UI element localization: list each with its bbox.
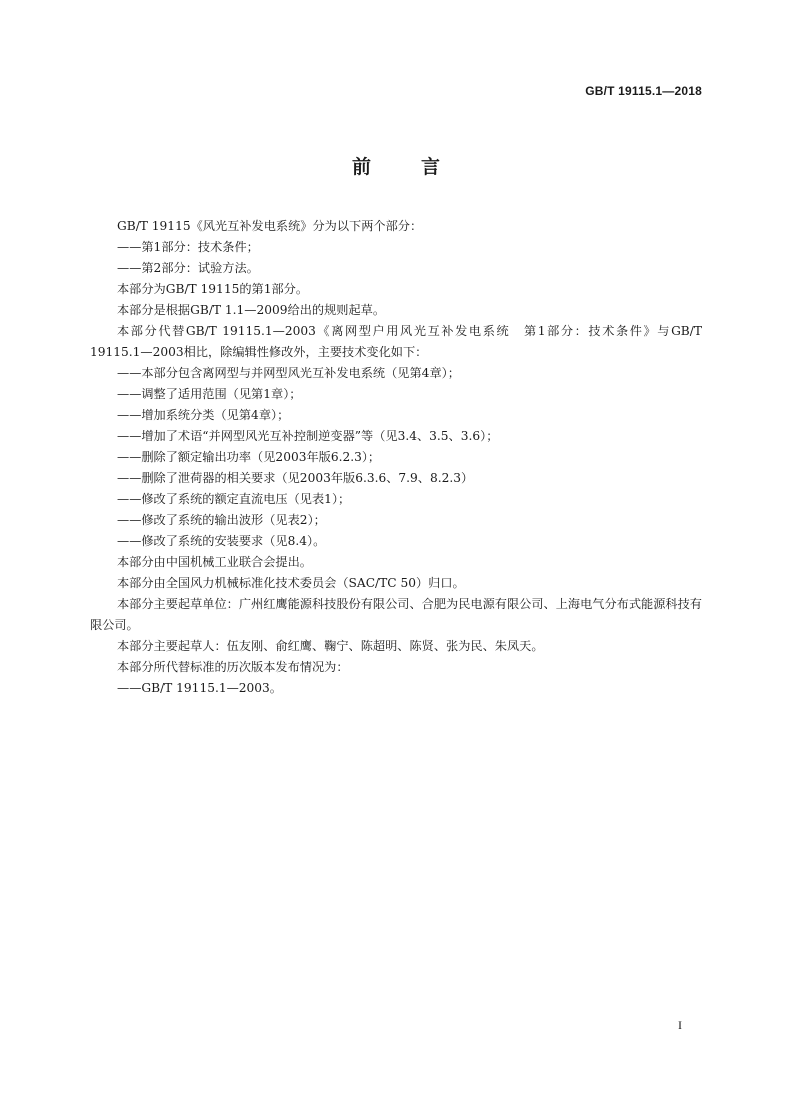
list-item-change: ——本部分包含离网型与并网型风光互补发电系统（见第4章）；: [117, 366, 460, 380]
list-item-change: ——增加系统分类（见第4章）；: [117, 408, 290, 422]
paragraph-replacement: 本部分代替GB/T 19115.1—2003《离网型户用风光互补发电系统 第1部分：技术条件》与GB/T 19115.1—2003相比，除编辑性修改外，主要技术变化如下：: [90, 324, 702, 359]
list-item-change: ——增加了术语“并网型风光互补控制逆变器”等（见3.4、3.5、3.6）；: [117, 429, 499, 443]
paragraph-part-statement: 本部分为GB/T 19115的第1部分。: [117, 282, 309, 296]
list-item-part-1: ——第1部分：技术条件；: [117, 240, 259, 254]
list-item-history: ——GB/T 19115.1—2003。: [117, 681, 282, 695]
paragraph-committee: 本部分由全国风力机械标准化技术委员会（SAC/TC 50）归口。: [117, 576, 465, 590]
list-item-change: ——删除了泄荷器的相关要求（见2003年版6.3.6、7.9、8.2.3）: [117, 471, 474, 485]
paragraph-proposer: 本部分由中国机械工业联合会提出。: [117, 555, 312, 569]
page-title: 前言: [351, 156, 490, 178]
list-item-change: ——删除了额定输出功率（见2003年版6.2.3）；: [117, 450, 381, 464]
paragraph-drafters: 本部分主要起草人：伍友刚、俞红鹰、鞠宁、陈超明、陈贤、张为民、朱凤天。: [117, 639, 544, 653]
page-number: I: [678, 1018, 682, 1032]
list-item-change: ——修改了系统的输出波形（见表2）；: [117, 513, 326, 527]
foreword-body: [90, 216, 702, 699]
list-item-change: ——修改了系统的额定直流电压（见表1）；: [117, 492, 351, 506]
paragraph-drafting-rules: 本部分是根据GB/T 1.1—2009给出的规则起草。: [117, 303, 386, 317]
paragraph-history: 本部分所代替标准的历次版本发布情况为：: [117, 660, 349, 674]
list-item-change: ——修改了系统的安装要求（见8.4）。: [117, 534, 326, 548]
list-item-change: ——调整了适用范围（见第1章）；: [117, 387, 302, 401]
list-item-part-2: ——第2部分：试验方法。: [117, 261, 259, 275]
paragraph-parts-intro: GB/T 19115《风光互补发电系统》分为以下两个部分：: [117, 219, 423, 233]
standard-code: GB/T 19115.1—2018: [585, 84, 702, 98]
paragraph-drafting-units: 本部分主要起草单位：广州红鹰能源科技股份有限公司、合肥为民电源有限公司、上海电气分布式能源科技有限公司。: [90, 597, 702, 632]
